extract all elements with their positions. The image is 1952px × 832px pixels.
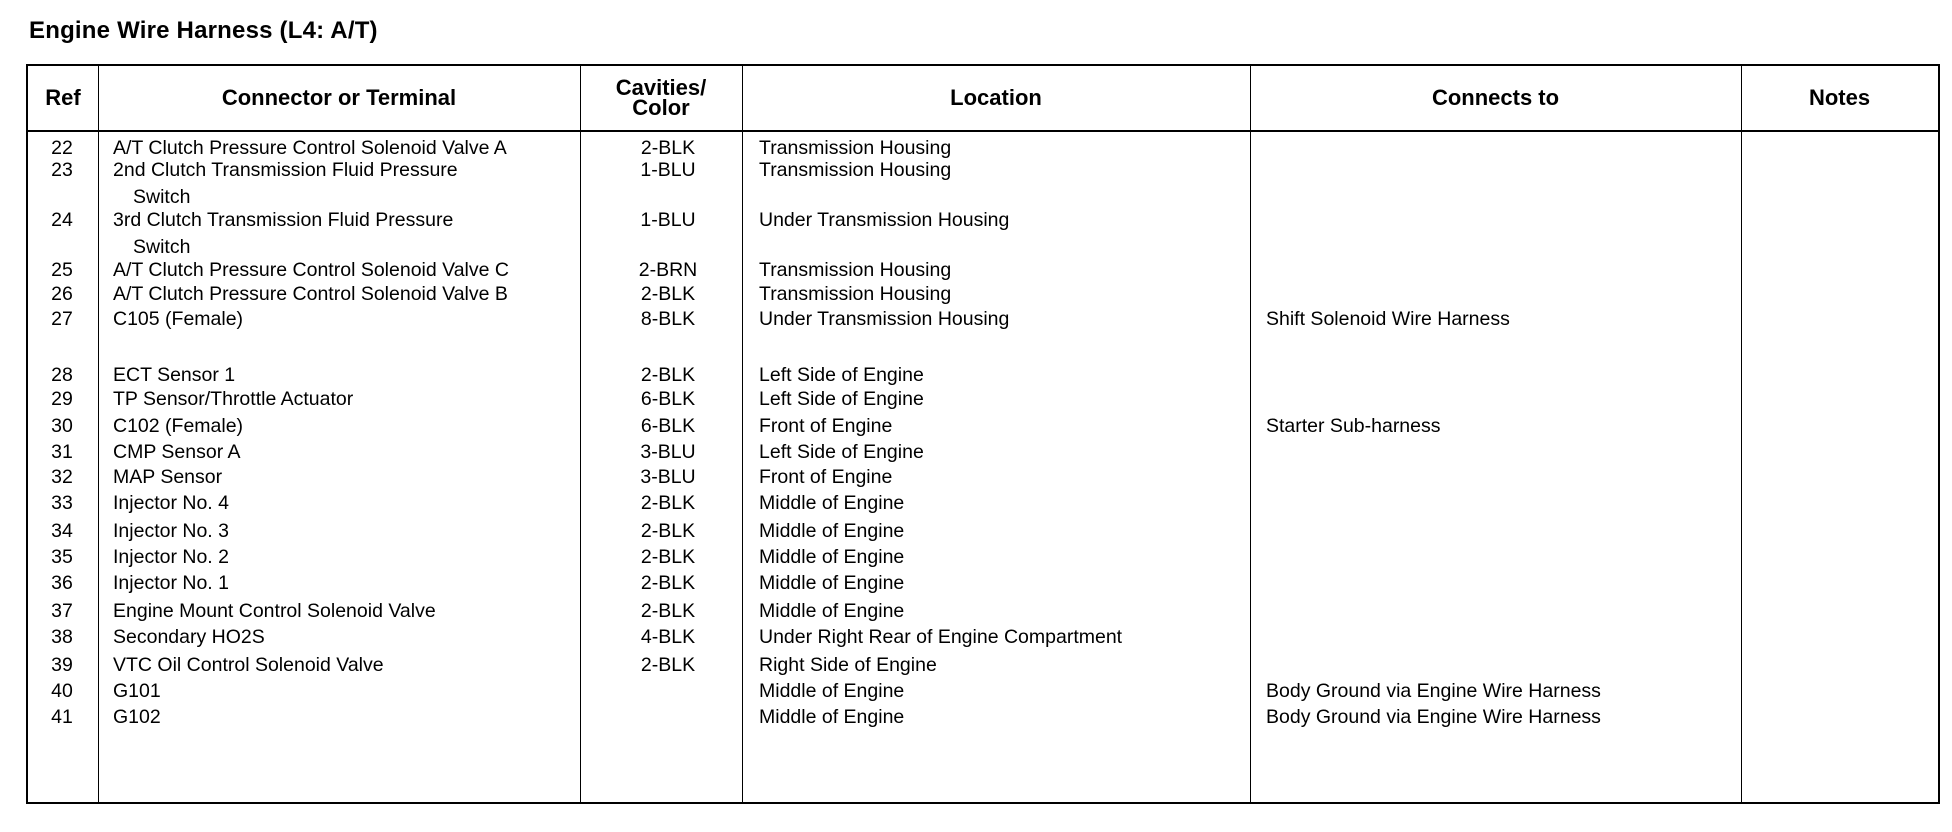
- cell-connector: [113, 518, 229, 545]
- connector-text: Injector No. 2: [113, 546, 229, 568]
- connector-text: C105 (Female): [113, 308, 244, 330]
- cell-connector: [113, 362, 235, 389]
- cell-cavities: 2-BLK: [640, 137, 696, 159]
- header-cavities-line1: Cavities/: [615, 75, 707, 100]
- cell-ref: 29: [51, 388, 73, 410]
- cell-connector: [113, 157, 458, 211]
- cell-location: Under Right Rear of Engine Compartment: [759, 626, 1123, 648]
- cell-ref: 36: [51, 572, 73, 594]
- cell-location: Middle of Engine: [759, 492, 905, 514]
- cell-ref: 34: [51, 520, 73, 542]
- cell-location: Transmission Housing: [759, 283, 952, 305]
- cell-ref: 23: [51, 159, 73, 181]
- cell-connects-to: Shift Solenoid Wire Harness: [1266, 308, 1510, 330]
- cell-ref: 32: [51, 466, 73, 488]
- connector-text: VTC Oil Control Solenoid Valve: [113, 654, 384, 676]
- cell-location: Left Side of Engine: [759, 441, 924, 463]
- header-cavities: [580, 66, 742, 130]
- cell-cavities: 2-BLK: [640, 654, 696, 676]
- cell-cavities: 2-BLK: [640, 546, 696, 568]
- connector-text: 3rd Clutch Transmission Fluid Pressure: [113, 209, 454, 231]
- cell-cavities: 1-BLU: [640, 209, 696, 231]
- cell-connector: [113, 281, 508, 308]
- cell-connector: [113, 598, 436, 625]
- cell-connector: [113, 413, 243, 440]
- cell-ref: 41: [51, 706, 73, 728]
- cell-location: Middle of Engine: [759, 572, 905, 594]
- connector-text: A/T Clutch Pressure Control Solenoid Valve C: [113, 259, 509, 281]
- connector-text: TP Sensor/Throttle Actuator: [113, 388, 354, 410]
- cell-location: Left Side of Engine: [759, 388, 924, 410]
- cell-connects-to: Body Ground via Engine Wire Harness: [1266, 706, 1601, 728]
- cell-ref: 30: [51, 415, 73, 437]
- header-location: Location: [950, 85, 1042, 110]
- cell-location: Under Transmission Housing: [759, 308, 1010, 330]
- cell-location: Transmission Housing: [759, 137, 952, 159]
- cell-cavities: 2-BLK: [640, 600, 696, 622]
- cell-connector: [113, 464, 222, 491]
- connector-text: MAP Sensor: [113, 466, 223, 488]
- cell-ref: 40: [51, 680, 73, 702]
- cell-connector: [113, 306, 243, 333]
- cell-cavities: 4-BLK: [640, 626, 696, 648]
- cell-cavities: 8-BLK: [640, 308, 696, 330]
- cell-ref: 28: [51, 364, 73, 386]
- cell-connector: [113, 678, 161, 705]
- connector-text-continued: Switch: [133, 186, 191, 208]
- connector-text: Secondary HO2S: [113, 626, 265, 648]
- header-cavities-line2: Color: [632, 95, 690, 120]
- cell-cavities: 1-BLU: [640, 159, 696, 181]
- cell-ref: 22: [51, 137, 73, 159]
- connector-text: Injector No. 4: [113, 492, 229, 514]
- cell-cavities: 2-BLK: [640, 520, 696, 542]
- connector-text: Injector No. 3: [113, 520, 229, 542]
- harness-table: [26, 64, 1940, 804]
- cell-location: Middle of Engine: [759, 520, 905, 542]
- cell-ref: 35: [51, 546, 73, 568]
- cell-cavities: 6-BLK: [640, 388, 696, 410]
- cell-cavities: 2-BRN: [638, 259, 698, 281]
- cell-location: Left Side of Engine: [759, 364, 924, 386]
- cell-cavities: 2-BLK: [640, 572, 696, 594]
- connector-text: CMP Sensor A: [113, 441, 241, 463]
- cell-connects-to: Body Ground via Engine Wire Harness: [1266, 680, 1601, 702]
- cell-location: Right Side of Engine: [759, 654, 937, 676]
- cell-location: Transmission Housing: [759, 159, 952, 181]
- connector-text: G102: [113, 706, 161, 728]
- cell-connector: [113, 704, 161, 731]
- connector-text-continued: Switch: [133, 236, 191, 258]
- cell-location: Middle of Engine: [759, 706, 905, 728]
- connector-text: C102 (Female): [113, 415, 244, 437]
- cell-cavities: 2-BLK: [640, 283, 696, 305]
- cell-location: Middle of Engine: [759, 680, 905, 702]
- cell-connects-to: Starter Sub-harness: [1266, 415, 1441, 437]
- cell-cavities: 2-BLK: [640, 492, 696, 514]
- cell-cavities: 2-BLK: [640, 364, 696, 386]
- column-divider: [1741, 66, 1742, 802]
- cell-connector: [113, 439, 241, 466]
- header-connector: Connector or Terminal: [221, 85, 457, 110]
- cell-connector: [113, 257, 509, 284]
- cell-cavities: 3-BLU: [640, 441, 696, 463]
- column-divider: [98, 66, 99, 802]
- connector-text: Injector No. 1: [113, 572, 229, 594]
- cell-connector: [113, 652, 384, 679]
- cell-connector: [113, 386, 353, 413]
- cell-ref: 39: [51, 654, 73, 676]
- header-ref: Ref: [45, 85, 81, 110]
- cell-ref: 25: [51, 259, 73, 281]
- cell-connector: [113, 624, 265, 651]
- column-divider: [580, 66, 581, 802]
- cell-ref: 33: [51, 492, 73, 514]
- cell-cavities: 6-BLK: [640, 415, 696, 437]
- cell-location: Under Transmission Housing: [759, 209, 1010, 231]
- cell-cavities: 3-BLU: [640, 466, 696, 488]
- cell-ref: 27: [51, 308, 73, 330]
- connector-text: Engine Mount Control Solenoid Valve: [113, 600, 436, 622]
- cell-ref: 24: [51, 209, 73, 231]
- header-notes: Notes: [1808, 85, 1871, 110]
- connector-text: ECT Sensor 1: [113, 364, 236, 386]
- cell-connector: [113, 544, 229, 571]
- connector-text: 2nd Clutch Transmission Fluid Pressure: [113, 159, 458, 181]
- cell-location: Transmission Housing: [759, 259, 952, 281]
- cell-connector: [113, 570, 229, 597]
- page-title: Engine Wire Harness (L4: A/T): [29, 17, 378, 44]
- cell-ref: 38: [51, 626, 73, 648]
- header-connects-to: Connects to: [1431, 85, 1560, 110]
- cell-ref: 37: [51, 600, 73, 622]
- cell-location: Middle of Engine: [759, 546, 905, 568]
- connector-text: A/T Clutch Pressure Control Solenoid Valve A: [113, 137, 507, 159]
- cell-ref: 26: [51, 283, 73, 305]
- cell-location: Front of Engine: [759, 466, 893, 488]
- cell-ref: 31: [51, 441, 73, 463]
- cell-location: Front of Engine: [759, 415, 893, 437]
- cell-connector: [113, 490, 229, 517]
- connector-text: A/T Clutch Pressure Control Solenoid Valve B: [113, 283, 508, 305]
- cell-connector: [113, 207, 453, 261]
- cell-location: Middle of Engine: [759, 600, 905, 622]
- connector-text: G101: [113, 680, 161, 702]
- header-divider: [28, 130, 1938, 132]
- column-divider: [1250, 66, 1251, 802]
